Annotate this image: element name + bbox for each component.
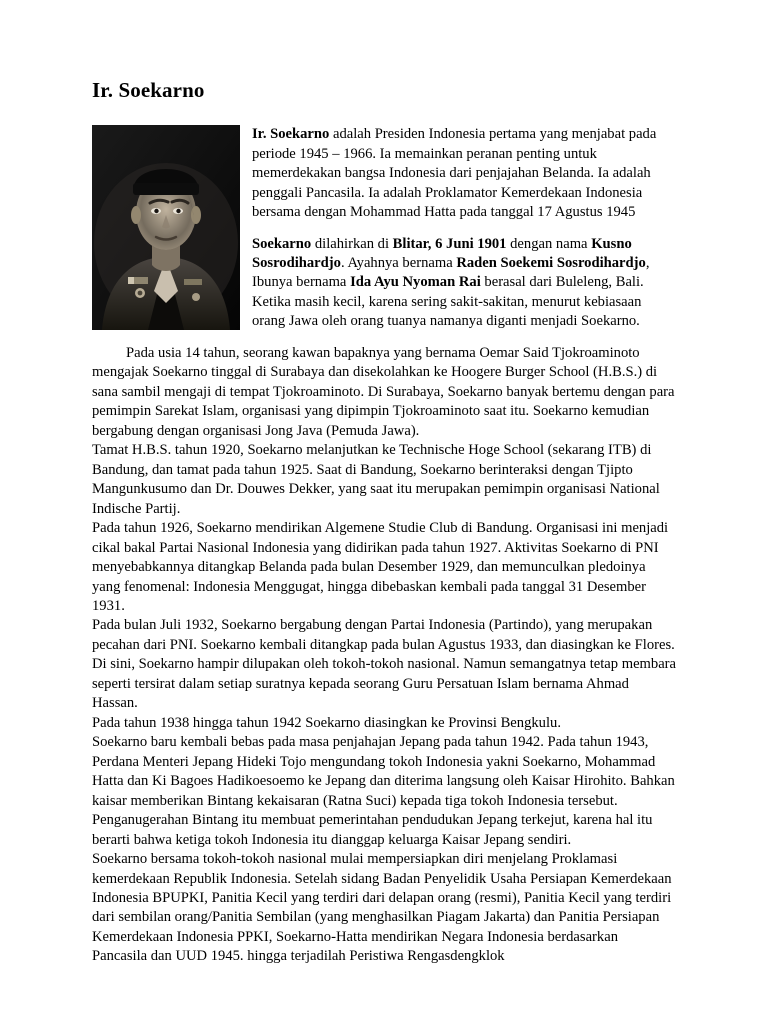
portrait-figure (92, 125, 240, 330)
portrait-photo-soekarno-icon (92, 125, 240, 330)
paragraph-partindo-text: Pada bulan Juli 1932, Soekarno bergabung dengan Partai Indonesia (Partindo), yang merupakan pecahan dari PNI. Soekarno kembali ditangkap pada bulan Agustus 1933, dan diasingkan ke Flores. Di sini, Soekarno hampir dilupakan oleh tokoh-tokoh nasional. Namun semangatnya tetap membara seperti tersirat dalam setiap suratnya kepada seorang Guru Persatuan Islam bernama Ahmad Hassan. (92, 617, 677, 712)
paragraph-bengkulu (92, 714, 676, 733)
paragraph-education (92, 344, 676, 441)
paragraph-hbs (92, 441, 676, 519)
paragraph-proklamasi (92, 850, 676, 967)
father-name: Raden Soekemi Sosrodihardjo (456, 255, 646, 271)
paragraph-algemene (92, 519, 676, 616)
paragraph-partindo (92, 616, 676, 713)
paragraph-bengkulu-text: Pada tahun 1938 hingga tahun 1942 Soekarno diasingkan ke Provinsi Bengkulu. (92, 714, 561, 731)
paragraph-hbs-text: Tamat H.B.S. tahun 1920, Soekarno melanjutkan ke Technische Hoge School (sekarang ITB) di Bandung, dan tamat pada tahun 1925. Saat di Bandung, Soekarno berinteraksi dengan Tjipto Mangunkusumo dan Dr. Douwes Dekker, yang saat itu merupakan pemimpin organisasi National Indische Partij. (92, 442, 660, 517)
paragraph-education-text: Pada usia 14 tahun, seorang kawan bapaknya yang bernama Oemar Said Tjokroaminoto mengajak Soekarno tinggal di Surabaya dan disekolahkan ke Hoogere Burger School (H.B.S.) di sana sambil mengaji di tempat Tjokroaminoto. Di Surabaya, Soekarno banyak bertemu dengan para pemimpin Sarekat Islam, organisasi yang dipimpin Tjokroaminoto saat itu. Soekarno kemudian bergabung dengan organisasi Jong Java (Pemuda Jawa). (92, 344, 675, 439)
birth-text-3: . Ayahnya bernama (340, 255, 457, 271)
paragraph-intro-text: adalah Presiden Indonesia pertama yang menjabat pada periode 1945 – 1966. Ia memainkan peranan penting untuk memerdekakan bangsa Indonesia dari penjajahan Belanda. Ia adalah penggali Pancasila. Ia adalah Proklamator Kemerdekaan Indonesia bersama dengan Mohammad Hatta pada tanggal 17 Agustus 1945 (252, 126, 657, 221)
birth-text-5: berasal dari Buleleng, Bali. Ketika masih kecil, karena sering sakit-sakitan, menurut kebiasaan orang Jawa oleh orang tuanya namanya diganti menjadi Soekarno. (252, 274, 644, 330)
mother-name: Ida Ayu Nyoman Rai (350, 274, 481, 291)
birth-text-2: dengan nama (506, 235, 592, 252)
birth-text-1: dilahirkan di (311, 235, 393, 252)
birth-text-4: , Ibunya bernama (252, 255, 650, 291)
birth-given-name: Kusno Sosrodihardjo (252, 235, 632, 271)
lead-name: Ir. Soekarno (252, 126, 330, 143)
birth-place-date: Blitar, 6 Juni 1901 (392, 235, 507, 252)
page-title: Ir. Soekarno (92, 78, 205, 102)
paragraph-jepang (92, 733, 676, 850)
paragraph-algemene-text: Pada tahun 1926, Soekarno mendirikan Algemene Studie Club di Bandung. Organisasi ini menjadi cikal bakal Partai Nasional Indonesia yang didirikan pada tahun 1927. Aktivitas Soekarno di PNI menyebabkannya ditangkap Belanda pada bulan Desember 1929, dan memunculkan pledoinya yang fenomenal: Indonesia Menggugat, hingga dibebaskan kembali pada tanggal 31 Desember 1931. (92, 520, 669, 614)
paragraph-jepang-text: Soekarno baru kembali bebas pada masa penjahajan Jepang pada tahun 1942. Pada tahun 1943, Perdana Menteri Jepang Hideki Tojo mengundang tokoh Indonesia yakni Soekarno, Mohammad Hatta dan Ki Bagoes Hadikoesoemo ke Jepang dan diterima langsung oleh Kaisar Hirohito. Bahkan kaisar memberikan Bintang kekaisaran (Ratna Suci) kepada tiga tokoh Indonesia tersebut. Penganugerahan Bintang itu membuat pemerintahan pendudukan Jepang terkejut, karena hal itu berarti bahwa ketiga tokoh Indonesia itu dianggap keluarga Kaisar Jepang sendiri. (92, 734, 675, 848)
paragraph-proklamasi-text: Soekarno bersama tokoh-tokoh nasional mulai mempersiapkan diri menjelang Proklamasi kemerdekaan Republik Indonesia. Setelah sidang Badan Penyelidik Usaha Persiapan Kemerdekaan Indonesia BPUPKI, Panitia Kecil yang terdiri dari delapan orang (resmi), Panitia Kecil yang terdiri dari sembilan orang/Panitia Sembilan (yang menghasilkan Piagam Jakarta) dan Panitia Persiapan Kemerdekaan Indonesia PPKI, Soekarno-Hatta mendirikan Negara Indonesia berdasarkan Pancasila dan UUD 1945. hingga terjadilah Peristiwa Rengasdengklok (92, 851, 672, 965)
birth-name: Soekarno (252, 235, 312, 252)
